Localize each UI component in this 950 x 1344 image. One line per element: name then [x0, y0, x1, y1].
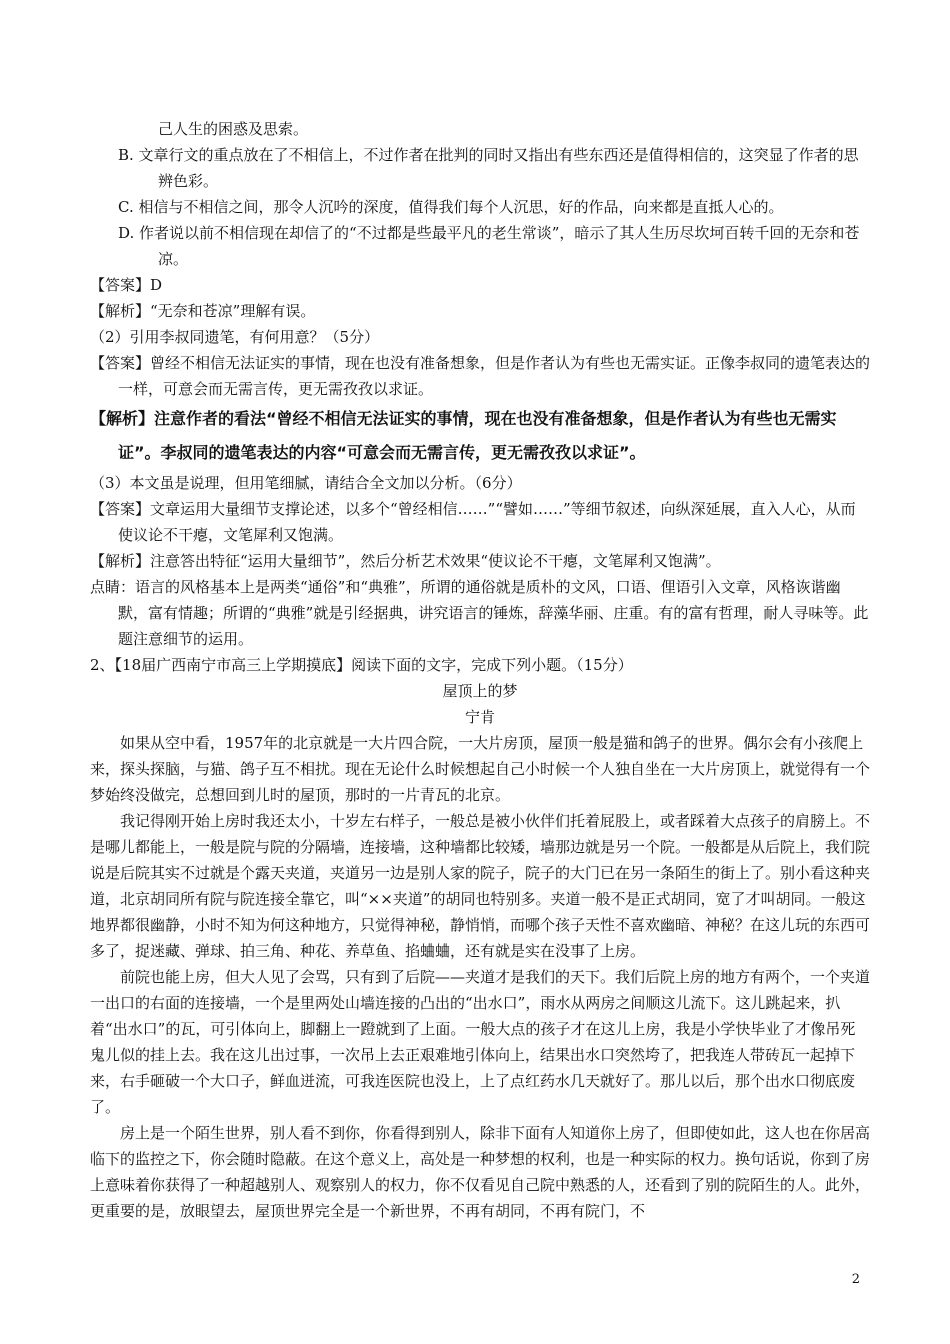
paragraph-2: 我记得刚开始上房时我还太小，十岁左右样子，一般总是被小伙伴们托着屁股上，或者踩着大点孩子的肩膀上。不是哪儿都能上，一般是院与院的分隔墙，连接墙，这种墙都比较矮，墙那边就是另一个院。一般都是从后院上，我们院说是后院其实不过就是个露天夹道，夹道另一边是别人家的院子，院子的大门已在另一条陌生的街上了。别小看这种夹道，北京胡同所有院与院连接全靠它，叫“××夹道”的胡同也特别多。夹道一般不是正式胡同，宽了才叫胡同。一般这地界都很幽静，小时不知为何这种地方，只觉得神秘，静悄悄，而哪个孩子天性不喜欢幽暗、神秘？在这儿玩的东西可多了，捉迷藏、弹球、拍三角、种花、养草鱼、掐蛐蛐，还有就是实在没事了上房。 [90, 812, 871, 960]
explanation-1: 【解析】“无奈和苍凉”理解有误。 [90, 302, 316, 320]
page-content [90, 116, 870, 1224]
option-b: B. 文章行文的重点放在了不相信上，不过作者在批判的同时又指出有些东西还是值得相信的，这突显了作者的思辨色彩。 [118, 146, 859, 190]
tip-note: 点睛：语言的风格基本上是两类“通俗”和“典雅”，所谓的通俗就是质朴的文风，口语、俚语引入文章，风格诙谐幽默，富有情趣；所谓的“典雅”就是引经据典，讲究语言的锤炼，辞藻华丽、庄重。有的富有哲理，耐人寻味等。此题注意细节的运用。 [90, 578, 869, 648]
paragraph-4: 房上是一个陌生世界，别人看不到你，你看得到别人，除非下面有人知道你上房了，但即使如此，这人也在你居高临下的监控之下，你会随时隐蔽。在这个意义上，高处是一种梦想的权利，也是一种实际的权力。换句话说，你到了房上意味着你获得了一种超越别人、观察别人的权力，你不仅看见自己院中熟悉的人，还看到了别的院陌生的人。此外，更重要的是，放眼望去，屋顶世界完全是一个新世界，不再有胡同，不再有院门，不 [90, 1124, 871, 1220]
option-a-continuation: 己人生的困惑及思索。 [158, 120, 309, 138]
page-number: 2 [851, 1272, 860, 1287]
question-3: （3）本文虽是说理，但用笔细腻，请结合全文加以分析。（6分） [90, 474, 522, 492]
answer-2: 【答案】曾经不相信无法证实的事情，现在也没有准备想象，但是作者认为有些也无需实证。正像李叔同的遗笔表达的一样，可意会而无需言传，更无需孜孜以求证。 [90, 354, 871, 398]
option-d: D. 作者说以前不相信现在却信了的“不过都是些最平凡的老生常谈”，暗示了其人生历尽坎坷百转千回的无奈和苍凉。 [118, 224, 860, 268]
paragraph-3: 前院也能上房，但大人见了会骂，只有到了后院——夹道才是我们的天下。我们后院上房的地方有两个，一个夹道一出口的右面的连接墙，一个是里两处山墙连接的凸出的“出水口”，雨水从两房之间顺这儿流下。这儿跳起来，扒着“出水口”的瓦，可引体向上，脚翻上一蹬就到了上面。一般大点的孩子才在这儿上房，我是小学快毕业了才像吊死鬼儿似的挂上去。我在这儿出过事，一次吊上去正艰难地引体向上，结果出水口突然垮了，把我连人带砖瓦一起掉下来，右手砸破一个大口子，鲜血迸流，可我连医院也没上，上了点红药水几天就好了。那儿以后，那个出水口彻底废了。 [90, 968, 871, 1116]
answer-3: 【答案】文章运用大量细节支撑论述，以多个“曾经相信……”“譬如……”等细节叙述，向纵深延展，直入人心，从而使议论不干瘪，文笔犀利又饱满。 [90, 500, 856, 544]
article-author: 宁肯 [464, 708, 495, 726]
paragraph-1: 如果从空中看，1957年的北京就是一大片四合院，一大片房顶，屋顶一般是猫和鸽子的世界。偶尔会有小孩爬上来，探头探脑，与猫、鸽子互不相扰。现在无论什么时候想起自己小时候一个人独自坐在一大片房顶上，就觉得有一个梦始终没做完，总想回到儿时的屋顶，那时的一片青瓦的北京。 [90, 734, 871, 804]
question-2: （2）引用李叔同遗笔，有何用意？（5分） [90, 328, 380, 346]
option-c: C. 相信与不相信之间，那令人沉吟的深度，值得我们每个人沉思，好的作品，向来都是直抵人心的。 [118, 198, 784, 216]
question-set-2-heading: 2、【18届广西南宁市高三上学期摸底】阅读下面的文字，完成下列小题。（15分） [90, 656, 633, 674]
answer-1: 【答案】D [90, 276, 163, 294]
explanation-2: 【解析】注意作者的看法“曾经不相信无法证实的事情，现在也没有准备想象，但是作者认为有些也无需实证”。李叔同的遗笔表达的内容“可意会而无需言传，更无需孜孜以求证”。 [90, 409, 837, 462]
explanation-3: 【解析】注意答出特征“运用大量细节”，然后分析艺术效果“使议论不干瘪，文笔犀利又饱满”。 [90, 552, 721, 570]
article-title: 屋顶上的梦 [442, 682, 518, 700]
